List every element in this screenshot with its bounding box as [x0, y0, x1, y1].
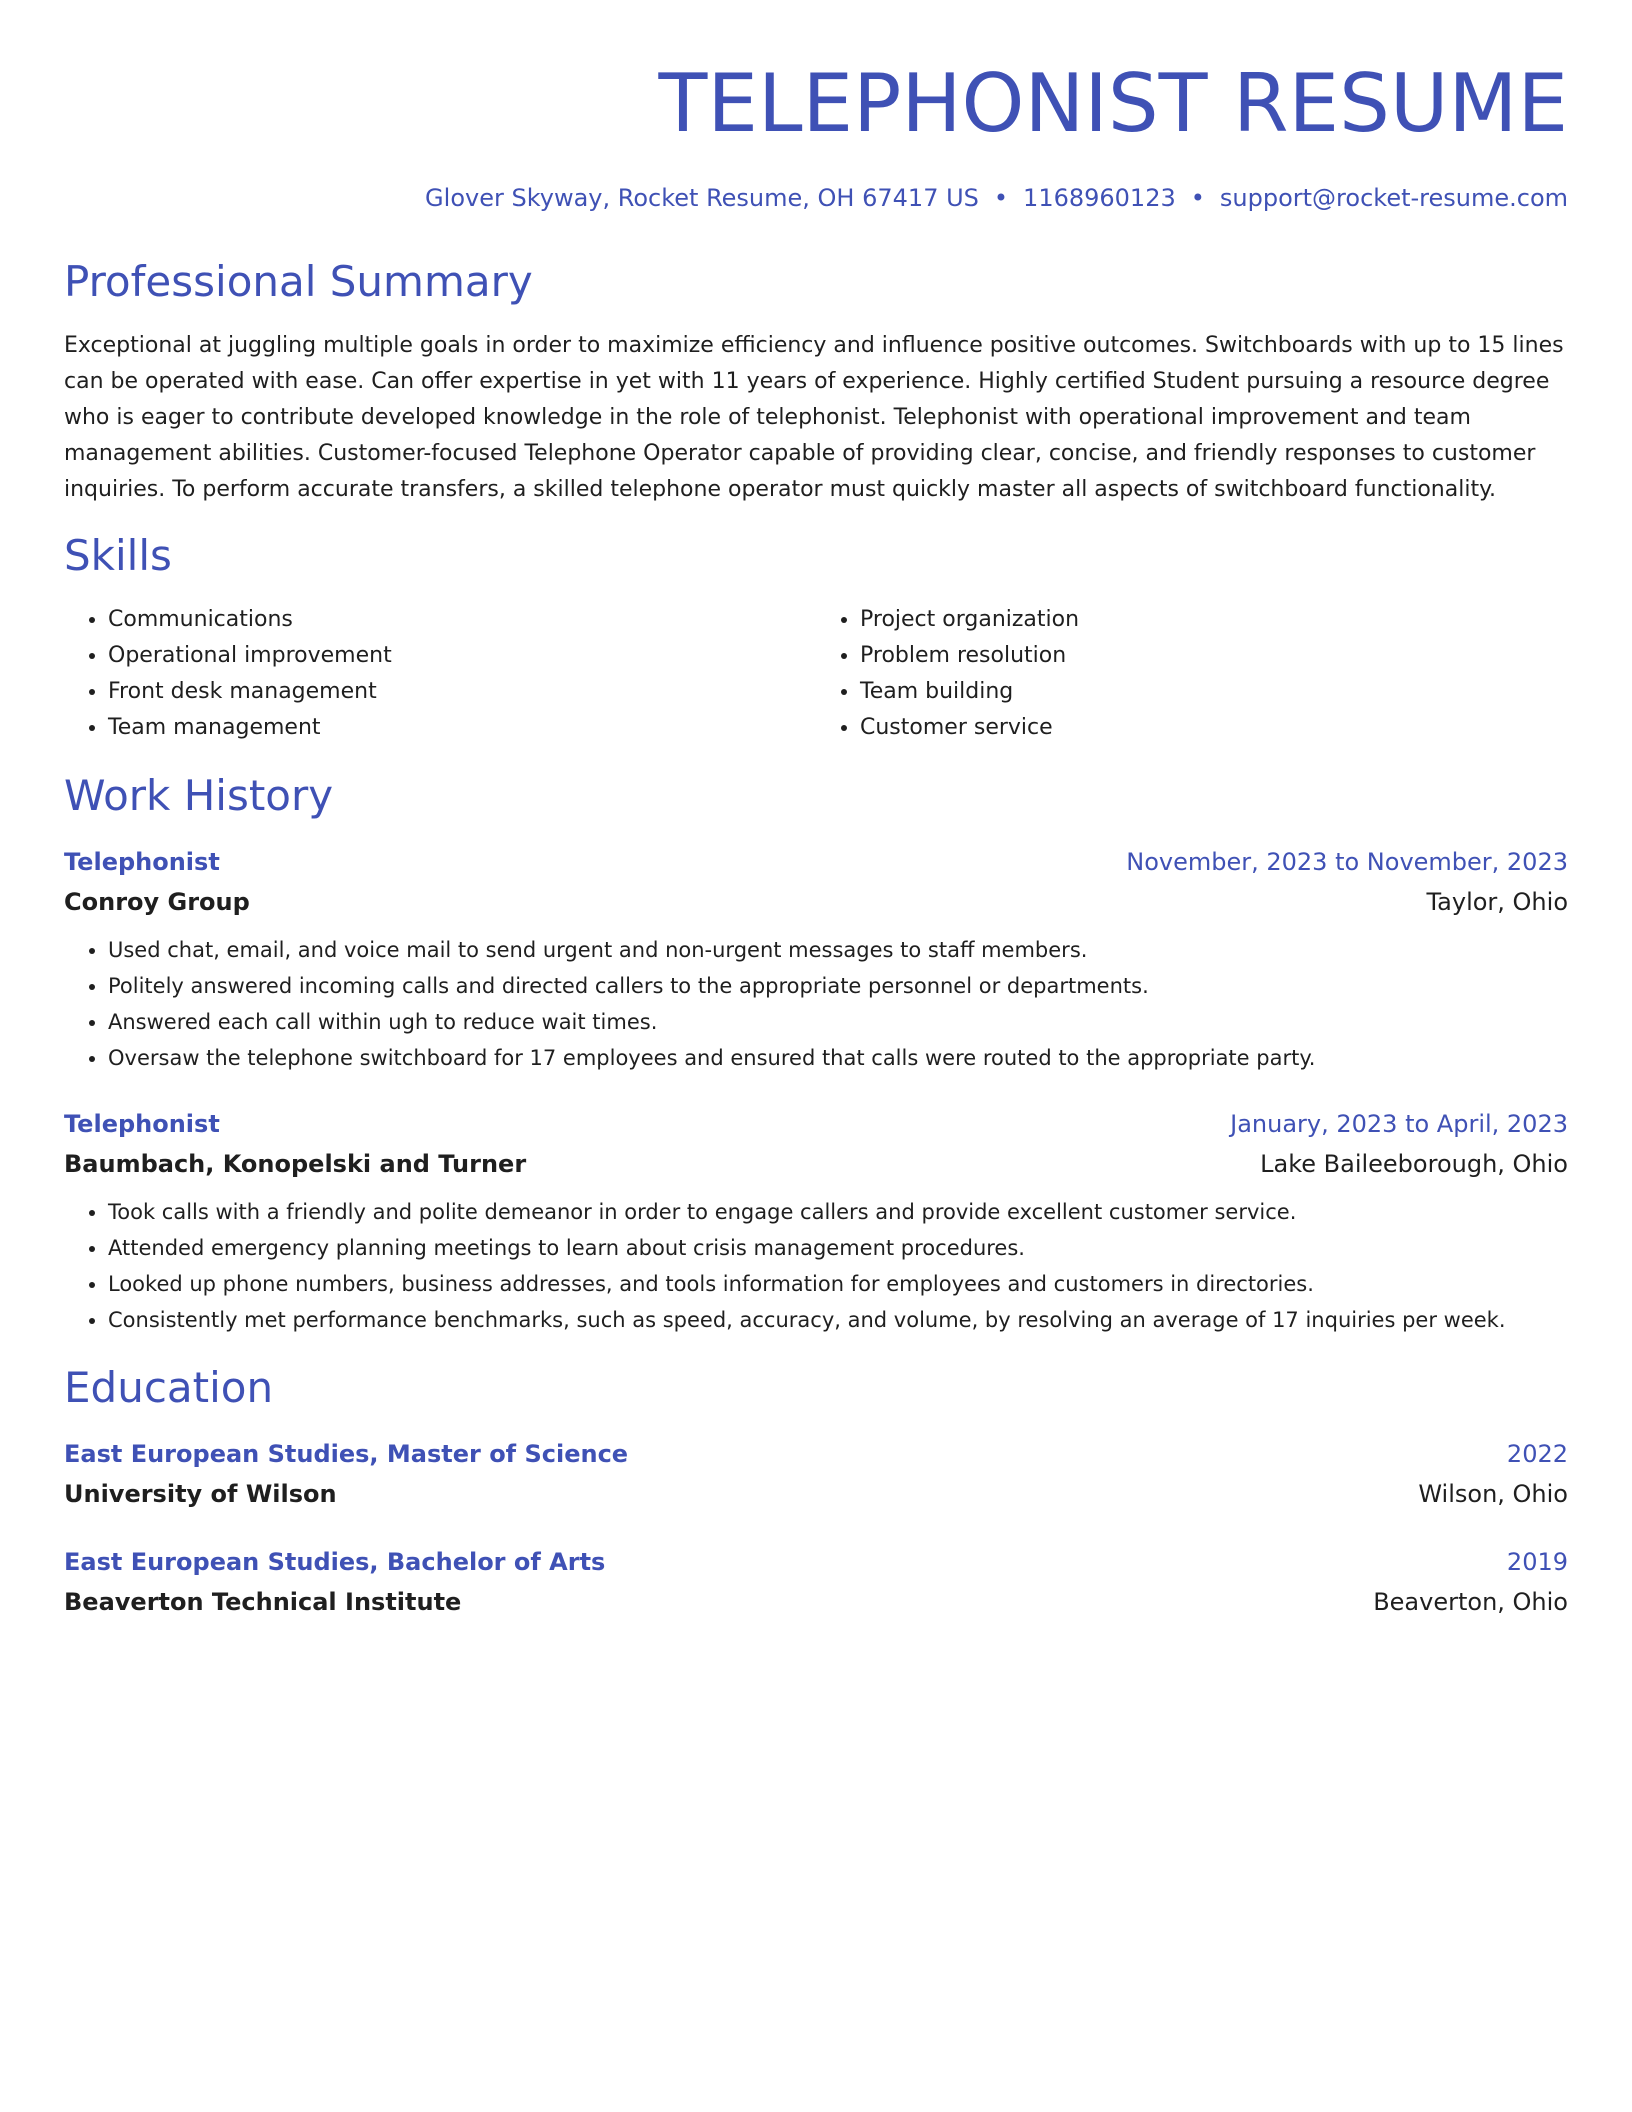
education-school: Beaverton Technical Institute [64, 1588, 462, 1616]
job-bullet: • Took calls with a friendly and polite demeanor in order to engage callers and provide excellent customer service. [108, 1194, 1568, 1230]
education-school-row [64, 1582, 1568, 1622]
job-dates: November, 2023 to November, 2023 [1126, 848, 1568, 876]
job-bullet: • Looked up phone numbers, business addresses, and tools information for employees and customers in directories. [108, 1266, 1568, 1302]
education-year: 2022 [1506, 1440, 1568, 1468]
job-company: Conroy Group [64, 888, 250, 916]
education-location: Beaverton, Ohio [1373, 1588, 1568, 1616]
job-bullets [64, 932, 1568, 1076]
job-bullet: • Used chat, email, and voice mail to send urgent and non-urgent messages to staff members. [108, 932, 1568, 968]
contact-address: Glover Skyway, Rocket Resume, OH 67417 US [425, 184, 979, 212]
skill-item: • Project organization [860, 602, 1568, 638]
education-heading: Education [64, 1363, 274, 1412]
job-title: Telephonist [64, 848, 220, 876]
contact-line [64, 182, 1568, 214]
education-entry [64, 1542, 1568, 1622]
education-degree: East European Studies, Bachelor of Arts [64, 1548, 606, 1576]
job-dates: January, 2023 to April, 2023 [1230, 1110, 1568, 1138]
job-entry [64, 1104, 1568, 1338]
skill-item: • Problem resolution [860, 638, 1568, 674]
job-bullet: • Attended emergency planning meetings to learn about crisis management procedures. [108, 1230, 1568, 1266]
contact-phone: 1168960123 [1023, 184, 1176, 212]
skill-item: • Front desk management [108, 674, 816, 710]
work-history-heading: Work History [64, 771, 334, 820]
job-bullet: • Answered each call within ugh to reduce wait times. [108, 1004, 1568, 1040]
job-company-row [64, 882, 1568, 922]
summary-text: Exceptional at juggling multiple goals in order to maximize efficiency and influence positive outcomes. Switchboards with up to 15 lines can be operated with ease. Can offer expertise in yet with 11 years of experience. Highly certified Student pursuing a resource degree who is eager to contribute developed knowledge in the role of telephonist. Telephonist with operational improvement and team management abilities. Customer-focused Telephone Operator capable of providing clear, concise, and friendly responses to customer inquiries. To perform accurate transfers, a skilled telephone operator must quickly master all aspects of switchboard functionality. [64, 333, 1564, 502]
work-history-section [64, 768, 1568, 1338]
skill-item: • Communications [108, 602, 816, 638]
resume-header [64, 48, 1568, 214]
job-title-row [64, 1104, 1568, 1144]
skills-heading: Skills [64, 531, 172, 580]
job-bullet: • Oversaw the telephone switchboard for 17 employees and ensured that calls were routed to the appropriate party. [108, 1040, 1568, 1076]
job-location: Taylor, Ohio [1426, 888, 1568, 916]
education-degree-row [64, 1542, 1568, 1582]
education-school: University of Wilson [64, 1480, 337, 1508]
education-school-row [64, 1474, 1568, 1514]
job-bullets [64, 1194, 1568, 1338]
education-section [64, 1360, 1568, 1622]
job-location: Lake Baileeborough, Ohio [1260, 1150, 1568, 1178]
skills-section [64, 528, 1568, 746]
education-year: 2019 [1506, 1548, 1568, 1576]
job-company: Baumbach, Konopelski and Turner [64, 1150, 527, 1178]
job-bullet: • Consistently met performance benchmarks, such as speed, accuracy, and volume, by resolving an average of 17 inquiries per week. [108, 1302, 1568, 1338]
skills-list [64, 602, 1568, 746]
education-entry [64, 1434, 1568, 1514]
skill-item: • Customer service [860, 710, 1568, 746]
contact-email: support@rocket-resume.com [1219, 184, 1568, 212]
job-title-row [64, 842, 1568, 882]
education-degree: East European Studies, Master of Science [64, 1440, 629, 1468]
job-bullet: • Politely answered incoming calls and directed callers to the appropriate personnel or departments. [108, 968, 1568, 1004]
job-entry [64, 842, 1568, 1076]
job-company-row [64, 1144, 1568, 1184]
resume-title: TELEPHONIST RESUME [658, 57, 1568, 150]
skills-column-left [64, 602, 816, 746]
skill-item: • Operational improvement [108, 638, 816, 674]
contact-separator: • [1190, 184, 1205, 212]
skills-column-right [816, 602, 1568, 746]
education-degree-row [64, 1434, 1568, 1474]
skill-item: • Team management [108, 710, 816, 746]
contact-separator: • [993, 184, 1009, 212]
job-title: Telephonist [64, 1110, 220, 1138]
summary-heading: Professional Summary [64, 257, 533, 306]
education-location: Wilson, Ohio [1418, 1480, 1568, 1508]
skill-item: • Team building [860, 674, 1568, 710]
summary-section [64, 254, 1568, 508]
